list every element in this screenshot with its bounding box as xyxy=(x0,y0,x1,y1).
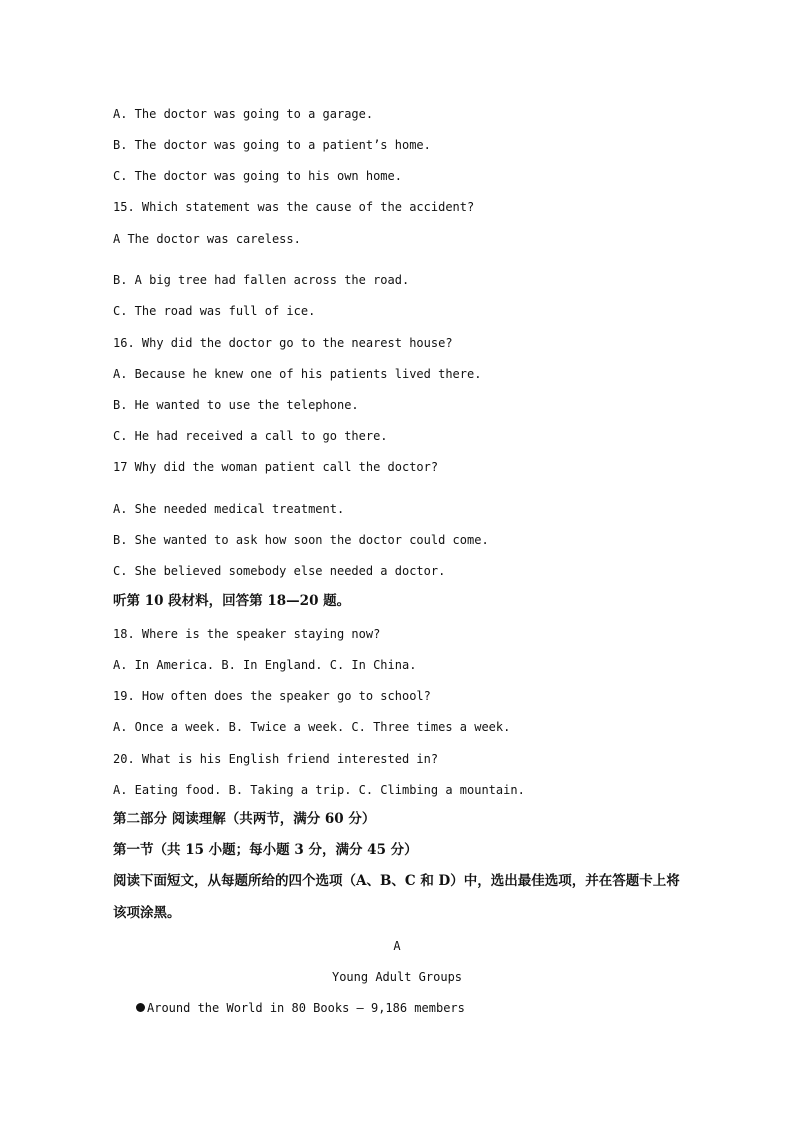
section-one-heading: 第一节（共 15 小题；每小题 3 分，满分 45 分） xyxy=(113,842,418,858)
option-15b: B. A big tree had fallen across the road. xyxy=(113,273,410,287)
options-18: A. In America. B. In England. C. In China. xyxy=(113,658,417,672)
group-list-item-text: Around the World in 80 Books — 9,186 members xyxy=(147,1001,465,1015)
option-17a: A. She needed medical treatment. xyxy=(113,502,345,516)
reading-instruction-line2: 该项涂黑。 xyxy=(113,905,181,921)
part-two-heading: 第二部分 阅读理解（共两节，满分 60 分） xyxy=(113,811,376,827)
option-17b: B. She wanted to ask how soon the doctor could come. xyxy=(113,533,489,547)
section-instruction-material-10: 听第 10 段材料，回答第 18—20 题。 xyxy=(113,593,351,609)
reading-instruction-line1: 阅读下面短文，从每题所给的四个选项（A、B、C 和 D）中，选出最佳选项，并在答题卡上将 xyxy=(113,873,680,889)
options-20: A. Eating food. B. Taking a trip. C. Climbing a mountain. xyxy=(113,783,525,797)
bullet-icon xyxy=(136,1003,145,1012)
option-15c: C. The road was full of ice. xyxy=(113,304,316,318)
question-20: 20. What is his English friend interested in? xyxy=(113,752,439,766)
question-17: 17 Why did the woman patient call the doctor? xyxy=(113,460,439,474)
option-16c: C. He had received a call to go there. xyxy=(113,429,388,443)
passage-label: A xyxy=(393,939,401,953)
group-list-item xyxy=(136,1000,465,1016)
passage-title: Young Adult Groups xyxy=(331,970,463,984)
options-19: A. Once a week. B. Twice a week. C. Three times a week. xyxy=(113,720,511,734)
question-16: 16. Why did the doctor go to the nearest house? xyxy=(113,336,453,350)
option-17c: C. She believed somebody else needed a doctor. xyxy=(113,564,446,578)
option-14c: C. The doctor was going to his own home. xyxy=(113,169,402,183)
option-15a: A The doctor was careless. xyxy=(113,232,301,246)
question-19: 19. How often does the speaker go to school? xyxy=(113,689,431,703)
option-16a: A. Because he knew one of his patients lived there. xyxy=(113,367,482,381)
question-18: 18. Where is the speaker staying now? xyxy=(113,627,381,641)
option-14b: B. The doctor was going to a patient’s home. xyxy=(113,138,431,152)
question-15: 15. Which statement was the cause of the accident? xyxy=(113,200,475,214)
option-16b: B. He wanted to use the telephone. xyxy=(113,398,359,412)
option-14a: A. The doctor was going to a garage. xyxy=(113,107,374,121)
